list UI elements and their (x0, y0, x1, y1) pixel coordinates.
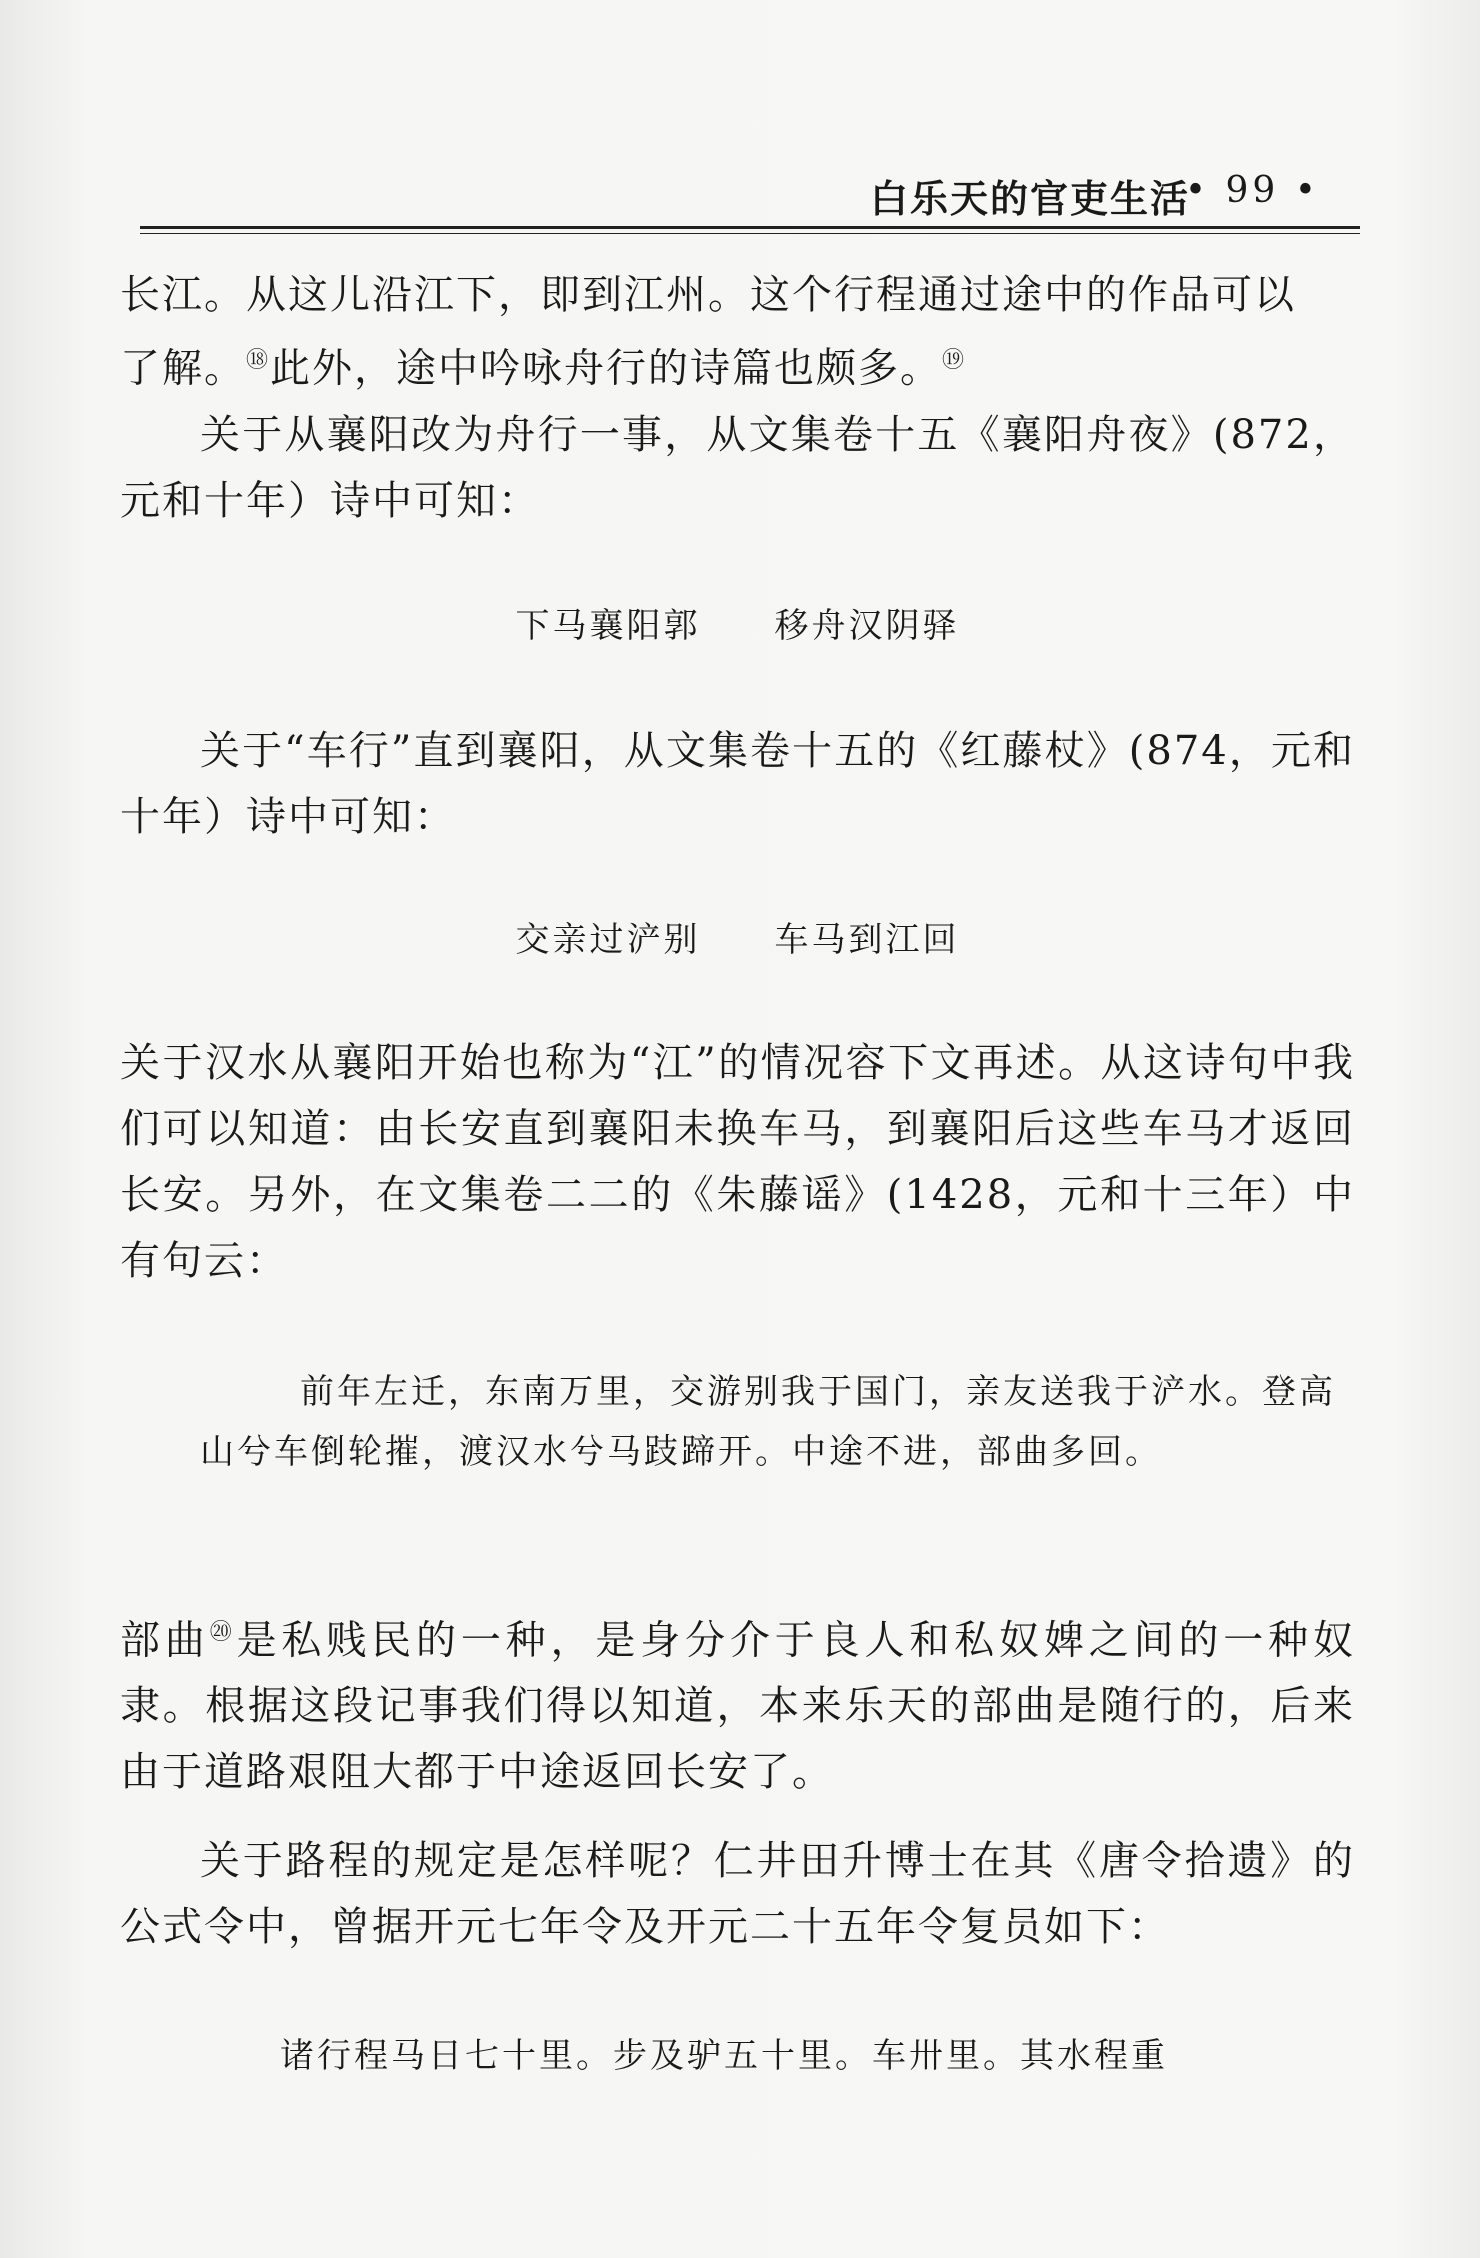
paragraph-2 (120, 402, 1355, 534)
paragraph-5-text (120, 1600, 1355, 1805)
paragraph-4-text: 关于汉水从襄阳开始也称为“江”的情况容下文再述。从这诗句中我们可以知道：由长安直到襄阳未换车马，到襄阳后这些车马才返回长安。另外，在文集卷二二的《朱藤谣》(1428，元和十三年）中有句云： (120, 1040, 1355, 1284)
paragraph-3-text: 关于“车行”直到襄阳，从文集卷十五的《红藤杖》(874，元和十年）诗中可知： (120, 728, 1355, 840)
verse-2-text: 交亲过浐别 车马到江回 (515, 920, 960, 960)
chapter-title: 白乐天的官吏生活 (869, 177, 1190, 221)
paragraph-6-text: 关于路程的规定是怎样呢？仁井田升博士在其《唐令拾遗》的公式令中，曾据开元七年令及开元二十五年令复员如下： (120, 1838, 1355, 1950)
paragraph-6 (120, 1828, 1355, 1960)
text-run: 部曲 (120, 1617, 210, 1664)
paragraph-1 (120, 262, 1355, 401)
text-run: 此外，途中吟咏舟行的诗篇也颇多。 (270, 345, 943, 392)
block-quote-1 (200, 1362, 1350, 1482)
header-rule (140, 226, 1360, 234)
paragraph-4 (120, 1030, 1355, 1294)
footnote-marker: ⑱ (246, 348, 271, 373)
paragraph-5 (120, 1600, 1355, 1805)
paragraph-1-line-2 (120, 328, 1355, 401)
text-run: 是私贱民的一种，是身分介于良人和私奴婢之间的一种奴隶。根据这段记事我们得以知道，本来乐天的部曲是随行的，后来由于道路艰阻大都于中途返回长安了。 (120, 1617, 1355, 1796)
page-number: • 99 • (1184, 170, 1320, 211)
verse-1-text: 下马襄阳郭 移舟汉阴驿 (515, 606, 960, 646)
verse-1 (120, 598, 1355, 654)
running-head (140, 168, 1360, 228)
block-quote-1-text: 前年左迁，东南万里，交游别我于国门，亲友送我于浐水。登高山兮车倒轮摧，渡汉水兮马跂蹄开。中途不进，部曲多回。 (200, 1372, 1336, 1472)
block-quote-2-text: 诸行程马日七十里。步及驴五十里。车卅里。其水程重 (280, 2036, 1168, 2076)
paragraph-3 (120, 718, 1355, 850)
text-run: 了解。 (120, 345, 246, 392)
footnote-marker: ⑳ (209, 1620, 237, 1645)
paragraph-2-text: 关于从襄阳改为舟行一事，从文集卷十五《襄阳舟夜》(872，元和十年）诗中可知： (120, 412, 1355, 524)
footnote-marker: ⑲ (942, 348, 967, 373)
paragraph-1-line-1: 长江。从这儿沿江下，即到江州。这个行程通过途中的作品可以 (120, 272, 1296, 318)
verse-2 (120, 912, 1355, 968)
block-quote-2 (200, 2028, 1350, 2084)
